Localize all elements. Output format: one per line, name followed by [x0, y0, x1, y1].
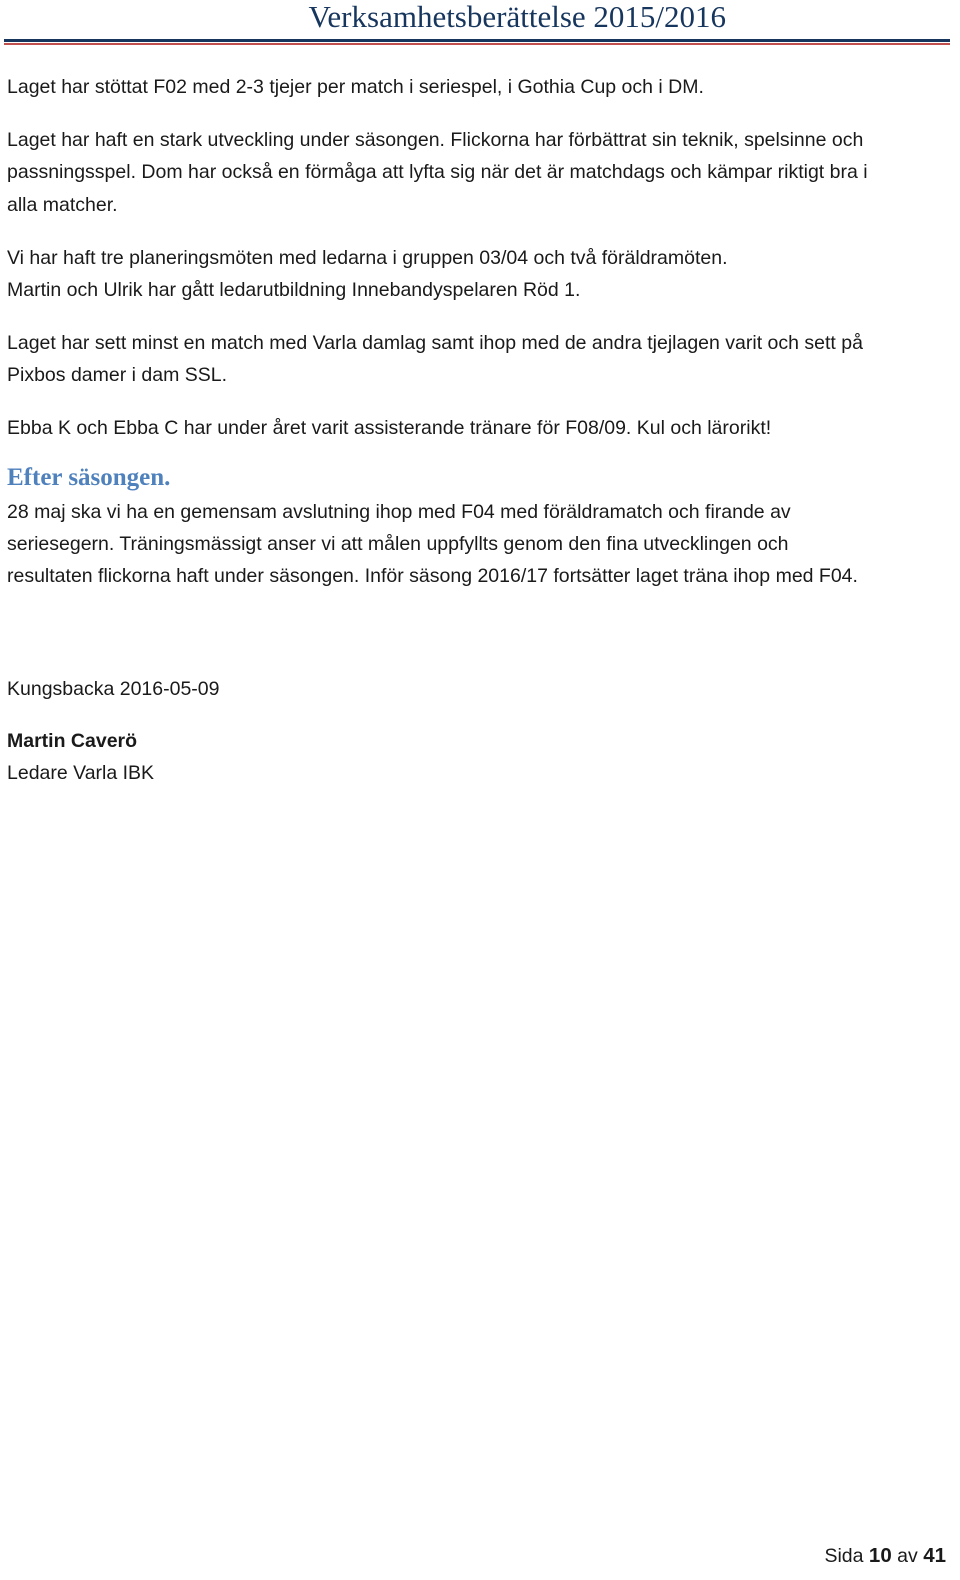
text-line: passningsspel. Dom har också en förmåga att lyfta sig när det är matchdags och kämpar riktigt bra i — [7, 161, 868, 184]
text-line: alla matcher. — [7, 193, 118, 216]
text-line: seriesegern. Träningsmässigt anser vi att målen uppfyllts genom den fina utvecklingen och — [7, 533, 789, 556]
text-line: Martin och Ulrik har gått ledarutbildning Innebandyspelaren Röd 1. — [7, 279, 581, 302]
page-prefix: Sida — [824, 1545, 864, 1567]
text-line: 28 maj ska vi ha en gemensam avslutning ihop med F04 med föräldramatch och firande av — [7, 500, 791, 523]
section-heading-after-season: Efter säsongen. — [7, 463, 171, 491]
page-number — [824, 1541, 946, 1571]
paragraph-matches-watched — [7, 327, 943, 392]
text-line: Pixbos damer i dam SSL. — [7, 364, 228, 387]
text-line: Laget har haft en stark utveckling under säsongen. Flickorna har förbättrat sin teknik, spelsinne och — [7, 128, 864, 151]
paragraph-support-f02 — [7, 71, 943, 103]
signature-block — [7, 725, 154, 789]
paragraph-after-season — [7, 496, 943, 593]
place-and-date: Kungsbacka 2016-05-09 — [7, 678, 220, 700]
text-line: Laget har stöttat F02 med 2-3 tjejer per match i seriespel, i Gothia Cup och i DM. — [7, 76, 704, 98]
body-text — [7, 71, 943, 593]
page-of: av — [897, 1545, 918, 1567]
paragraph-meetings — [7, 242, 943, 307]
signatory-name: Martin Caverö — [7, 730, 138, 752]
paragraph-assistant-coaches — [7, 412, 943, 444]
signatory-role: Ledare Varla IBK — [7, 762, 155, 784]
text-line: Ebba K och Ebba C har under året varit assisterande tränare för F08/09. Kul och lärorikt! — [7, 417, 772, 440]
current-page: 10 — [868, 1544, 892, 1567]
text-line: Vi har haft tre planeringsmöten med ledarna i gruppen 03/04 och två föräldramöten. — [7, 246, 728, 269]
header-rule — [4, 39, 950, 42]
header-rule-accent — [4, 43, 950, 45]
total-pages: 41 — [923, 1544, 946, 1567]
page-header — [0, 0, 960, 48]
text-line: resultaten flickorna haft under säsongen. Inför säsong 2016/17 fortsätter laget träna ihop med F04. — [7, 565, 858, 588]
text-line: Laget har sett minst en match med Varla damlag samt ihop med de andra tjejlagen varit och sett på — [7, 331, 863, 354]
paragraph-development — [7, 124, 943, 221]
header-title: Verksamhetsberättelse 2015/2016 — [308, 0, 726, 34]
